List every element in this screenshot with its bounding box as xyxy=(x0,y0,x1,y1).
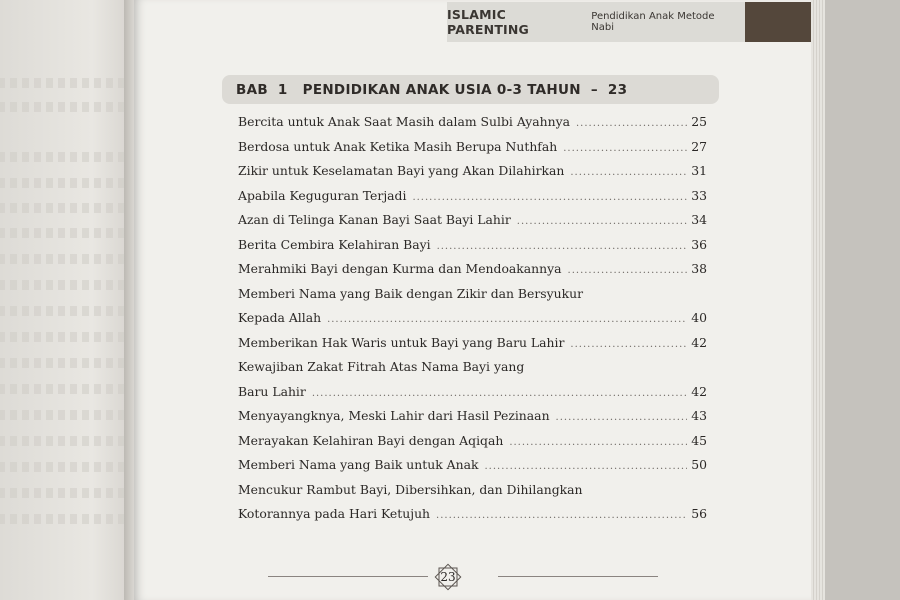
toc-entry-page: 36 xyxy=(691,236,707,252)
dot-leader xyxy=(576,118,687,129)
running-header xyxy=(447,2,745,42)
dot-leader xyxy=(570,167,687,178)
toc-entry xyxy=(238,114,707,139)
dot-leader xyxy=(563,143,687,154)
toc-entry-continued xyxy=(238,482,707,507)
dot-leader xyxy=(570,339,687,350)
toc-entry-title: Mencukur Rambut Bayi, Dibersihkan, dan Dihilangkan xyxy=(238,481,583,497)
dot-leader xyxy=(312,388,687,399)
toc-entry-page: 31 xyxy=(691,163,707,178)
ghost-text-line xyxy=(0,152,126,162)
toc-entry-title: Azan di Telinga Kanan Bayi Saat Bayi Lahir xyxy=(238,212,511,227)
toc-entry-title: Bercita untuk Anak Saat Masih dalam Sulbi Ayahnya xyxy=(238,114,570,129)
toc-entry xyxy=(238,408,707,433)
toc-entry xyxy=(238,457,707,482)
toc-entry xyxy=(238,237,707,262)
ghost-text-line xyxy=(0,358,126,368)
ghost-text-line xyxy=(0,178,126,188)
toc-entry-title: Merahmiki Bayi dengan Kurma dan Mendoakannya xyxy=(238,261,562,276)
ghost-text-line xyxy=(0,78,126,88)
toc-entry xyxy=(238,188,707,213)
toc-entry-page: 45 xyxy=(691,432,707,448)
dot-leader xyxy=(556,412,688,423)
dot-leader xyxy=(517,216,687,227)
folio-rule-left xyxy=(268,576,428,577)
dot-leader xyxy=(327,314,687,325)
toc-entry xyxy=(238,433,707,458)
dot-leader xyxy=(485,461,688,472)
dot-leader xyxy=(509,437,687,448)
ghost-text-line xyxy=(0,462,126,472)
toc-entry-title: Merayakan Kelahiran Bayi dengan Aqiqah xyxy=(238,432,504,448)
toc-entry-page: 50 xyxy=(691,457,707,472)
table-of-contents xyxy=(238,114,707,531)
page-number: 23 xyxy=(440,570,456,584)
toc-entry-title: Kewajiban Zakat Fitrah Atas Nama Bayi yang xyxy=(238,359,525,374)
toc-entry-page: 42 xyxy=(691,334,707,350)
toc-entry-page: 43 xyxy=(691,408,707,423)
toc-entry-page: 56 xyxy=(691,506,707,521)
ghost-text-line xyxy=(0,436,126,446)
toc-entry xyxy=(238,163,707,188)
folio-rule-right xyxy=(498,576,658,577)
header-color-tab xyxy=(745,2,811,42)
toc-entry xyxy=(238,384,707,409)
ghost-text-line xyxy=(0,102,126,112)
toc-entry xyxy=(238,261,707,286)
ghost-text-line xyxy=(0,384,126,394)
dot-leader xyxy=(568,265,688,276)
ghost-text-line xyxy=(0,203,126,213)
dot-leader xyxy=(437,241,688,252)
dot-leader xyxy=(436,510,687,521)
toc-entry-page: 27 xyxy=(691,138,707,154)
toc-entry-title: Memberi Nama yang Baik untuk Anak xyxy=(238,457,479,472)
page-folio xyxy=(268,564,658,592)
toc-entry-page: 42 xyxy=(691,383,707,399)
toc-entry-title: Kotorannya pada Hari Ketujuh xyxy=(238,506,431,521)
ghost-text-line xyxy=(0,514,126,524)
toc-entry-page: 40 xyxy=(691,310,707,325)
ghost-text-line xyxy=(0,410,126,420)
toc-entry-title: Memberikan Hak Waris untuk Bayi yang Baru Lahir xyxy=(238,334,565,350)
header-series-title: ISLAMIC PARENTING xyxy=(447,7,530,37)
chapter-heading: BAB 1 PENDIDIKAN ANAK USIA 0-3 TAHUN – 23 xyxy=(222,75,719,104)
toc-entry xyxy=(238,506,707,531)
ghost-text-line xyxy=(0,332,126,342)
toc-entry-page: 38 xyxy=(691,261,707,276)
ghost-text-line xyxy=(0,280,126,290)
toc-entry xyxy=(238,139,707,164)
left-page xyxy=(0,0,132,600)
toc-entry xyxy=(238,335,707,360)
toc-entry-title: Kepada Allah xyxy=(238,310,322,325)
toc-entry xyxy=(238,310,707,335)
toc-entry-page: 33 xyxy=(691,187,707,203)
background xyxy=(825,0,900,600)
toc-entry xyxy=(238,212,707,237)
toc-entry-title: Baru Lahir xyxy=(238,383,306,399)
ghost-text-line xyxy=(0,306,126,316)
ghost-text-line xyxy=(0,254,126,264)
toc-entry-continued xyxy=(238,359,707,384)
ghost-text-line xyxy=(0,228,126,238)
ghost-text-line xyxy=(0,488,126,498)
toc-entry-page: 25 xyxy=(691,114,707,129)
toc-entry-title: Memberi Nama yang Baik dengan Zikir dan Bersyukur xyxy=(238,285,584,301)
toc-entry-continued xyxy=(238,286,707,311)
toc-entry-title: Berdosa untuk Anak Ketika Masih Berupa Nuthfah xyxy=(238,138,558,154)
toc-entry-page: 34 xyxy=(691,212,707,227)
toc-entry-title: Menyayangknya, Meski Lahir dari Hasil Pezinaan xyxy=(238,408,550,423)
header-subtitle: Pendidikan Anak Metode Nabi xyxy=(591,11,715,33)
page-edges xyxy=(811,0,825,600)
toc-entry-title: Apabila Keguguran Terjadi xyxy=(238,187,407,203)
toc-entry-title: Berita Cembira Kelahiran Bayi xyxy=(238,236,431,252)
dot-leader xyxy=(412,192,687,203)
toc-entry-title: Zikir untuk Keselamatan Bayi yang Akan Dilahirkan xyxy=(238,163,565,178)
